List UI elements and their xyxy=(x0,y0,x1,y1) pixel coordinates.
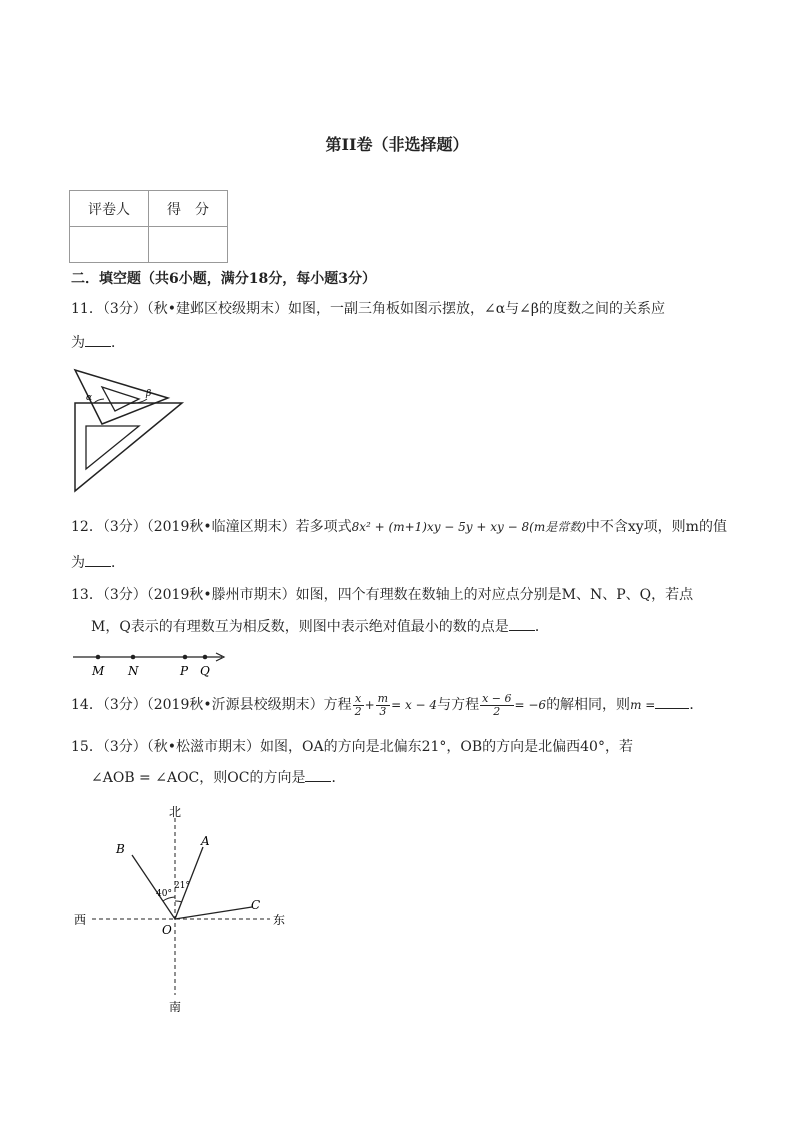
q15-direction-figure xyxy=(70,800,300,1020)
q11-line1: 11．（3分）（秋•建邺区校级期末）如图，一副三角板如图示摆放，∠α与∠β的度数之间的关系应 xyxy=(71,301,665,317)
lower-triangle-outer xyxy=(75,403,182,491)
angle-40-label: 40° xyxy=(156,889,172,899)
score-table-score-header: 得 分 xyxy=(149,191,228,227)
score-table-grader-cell xyxy=(70,227,149,263)
q13-answer-blank xyxy=(509,616,535,631)
q14-f2-num: m xyxy=(377,691,389,705)
q14-f1-num: x xyxy=(353,693,364,706)
q12-line1 xyxy=(71,517,727,537)
q14-f3-num: x − 6 xyxy=(482,691,512,705)
q15-line2-pre: ∠AOB = ∠AOC，则OC的方向是 xyxy=(91,770,306,786)
q14-f1-den: 2 xyxy=(354,704,362,718)
q14-f2-den: 3 xyxy=(379,704,387,718)
west-label: 西 xyxy=(74,913,87,927)
q12-expression: 8x² + (m+1)xy − 5y + xy − 8(m是常数) xyxy=(351,520,586,534)
ray-OC xyxy=(175,907,252,919)
score-table-score-cell xyxy=(149,227,228,263)
q13-line2-post: ． xyxy=(534,619,549,635)
q14-fraction-1 xyxy=(353,693,364,718)
q14-pre: 14．（3分）（2019秋•沂源县校级期末）方程 xyxy=(71,697,352,713)
q14-fraction-3 xyxy=(480,693,513,718)
q14-m-equals: m = xyxy=(630,698,656,712)
score-table-grader-header: 评卷人 xyxy=(70,191,149,227)
label-P: P xyxy=(180,664,189,678)
point-P xyxy=(183,655,188,660)
q15-line1: 15．（3分）（秋•松滋市期末）如图，OA的方向是北偏东21°，OB的方向是北偏西40°，若 xyxy=(71,739,633,755)
south-label: 南 xyxy=(169,1000,182,1014)
page-title: 第II卷（非选择题） xyxy=(325,135,469,154)
label-M: M xyxy=(92,664,105,678)
q13-line2 xyxy=(91,616,549,637)
section-heading: 二．填空题（共6小题，满分18分，每小题3分） xyxy=(71,271,376,287)
q15-answer-blank xyxy=(305,767,331,782)
angle-21-label: 21° xyxy=(174,881,190,891)
q12-post: 中不含xy项，则m的值 xyxy=(585,519,727,535)
point-M xyxy=(96,655,101,660)
q14-fraction-2 xyxy=(376,693,390,718)
q11-triangle-figure xyxy=(70,366,188,496)
east-label: 东 xyxy=(273,913,286,927)
q14-f3-den: 2 xyxy=(493,704,501,718)
beta-label: β xyxy=(146,389,152,399)
q14-end: ． xyxy=(689,697,704,713)
north-label: 北 xyxy=(169,805,182,819)
q12-line2-post: ． xyxy=(111,555,125,571)
q12-answer-blank xyxy=(85,552,111,567)
q11-line2-pre: 为 xyxy=(71,335,85,351)
q13-number-line xyxy=(70,648,232,680)
alpha-label: α xyxy=(86,393,93,403)
q14-equation-2-rhs: = −6 xyxy=(514,698,547,712)
label-N: N xyxy=(128,664,139,678)
lower-triangle-inner xyxy=(86,426,139,469)
point-C-label: C xyxy=(251,898,261,912)
q14-mid2: 与方程 xyxy=(437,697,480,713)
q14-equation-1-rhs: = x − 4 xyxy=(391,698,438,712)
angle-21-arc xyxy=(175,901,182,902)
q11-line2-post: ． xyxy=(111,335,125,351)
q13-line1: 13．（3分）（2019秋•滕州市期末）如图，四个有理数在数轴上的对应点分别是M、N、P、Q，若点 xyxy=(71,587,694,603)
q13-line2-pre: M，Q表示的有理数互为相反数，则图中表示绝对值最小的数的点是 xyxy=(91,619,509,635)
q15-line2-post: ． xyxy=(331,770,346,786)
point-B-label: B xyxy=(116,842,125,856)
q11-answer-blank xyxy=(85,332,111,347)
label-Q: Q xyxy=(200,664,210,678)
q14-line xyxy=(71,692,703,718)
q12-pre: 12．（3分）（2019秋•临潼区期末）若多项式 xyxy=(71,519,352,535)
q14-post: 的解相同，则 xyxy=(546,697,631,713)
point-A-label: A xyxy=(201,834,210,848)
q14-answer-blank xyxy=(655,694,689,709)
q11-line2 xyxy=(71,332,125,353)
upper-triangle-inner xyxy=(102,387,139,411)
q15-line2 xyxy=(91,767,345,788)
q12-line2-pre: 为 xyxy=(71,555,85,571)
point-Q xyxy=(203,655,208,660)
ray-OB xyxy=(132,855,175,919)
q12-line2 xyxy=(71,552,125,573)
point-O-label: O xyxy=(162,923,172,937)
q14-plus: + xyxy=(364,698,375,712)
point-N xyxy=(131,655,136,660)
score-table xyxy=(69,190,228,263)
